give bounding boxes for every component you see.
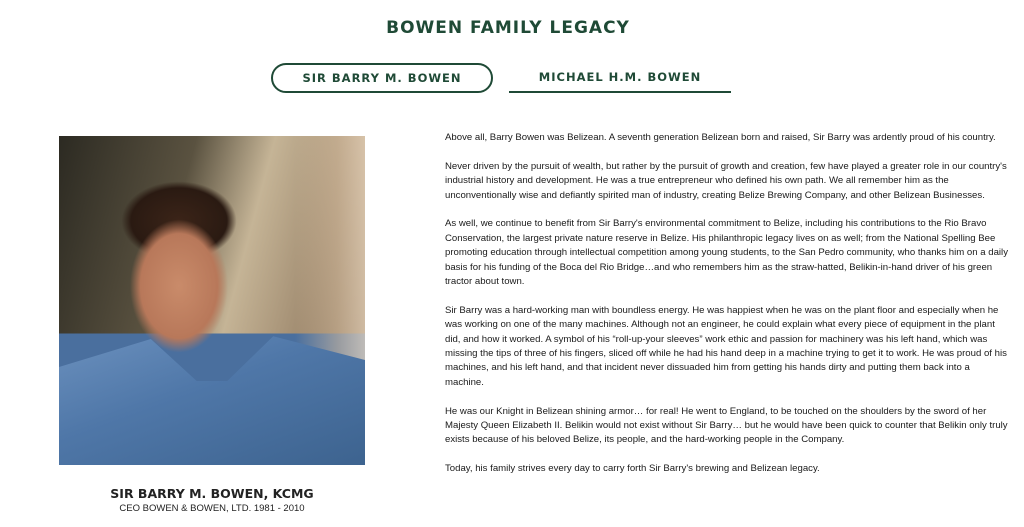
portrait-caption-name: SIR BARRY M. BOWEN, KCMG <box>110 486 314 501</box>
bio-paragraph: Above all, Barry Bowen was Belizean. A seventh generation Belizean born and raised, Sir Barry was ardently proud of his country. <box>445 132 996 143</box>
biography-text <box>445 131 1009 491</box>
tab-michael-bowen[interactable]: MICHAEL H.M. BOWEN <box>509 63 731 93</box>
portrait-photo <box>59 136 365 465</box>
bio-paragraph: Never driven by the pursuit of wealth, but rather by the pursuit of growth and creation, few have played a greater role in our country's industrial history and development. He was a true entrepreneur who defined his own path. We all remember him as the unconventionally wise and defiantly spirited man of industry, creating Belize Brewing Company, and other Belizean Businesses. <box>445 160 1007 201</box>
tab-sir-barry-bowen[interactable]: SIR BARRY M. BOWEN <box>271 63 493 93</box>
page-title: BOWEN FAMILY LEGACY <box>386 18 630 38</box>
bio-paragraph: As well, we continue to benefit from Sir Barry's environmental commitment to Belize, including his contributions to the Rio Bravo Conservation, the largest private nature reserve in Belize. His philanthropic legacy lives on as well; from the National Spelling Bee promoting education through intellectual competition among young students, to the San Pedro community, who thanks him on a daily basis for his funding of the Boca del Rio Bridge…and who remembers him as the straw-hatted, Belikin-in-hand driver of his green tractor about town. <box>445 218 1008 288</box>
portrait-caption-role: CEO BOWEN & BOWEN, LTD. 1981 - 2010 <box>119 503 305 514</box>
bio-paragraph: Sir Barry was a hard-working man with boundless energy. He was happiest when he was on the plant floor and especially when he was working on one of the many machines. Although not an engineer, he could explain what every piece of equipment in the plant did, and how it worked. A symbol of his “roll-up-your sleeves” work ethic and passion for machinery was his left hand, which was missing the tips of three of his fingers, sliced off while he had his hand deep in a machine trying to get it to work. He was proud of his machines, and his left hand, and that incident never dissuaded him from getting his hands dirty and putting them back into a machine. <box>445 304 1007 388</box>
bio-paragraph: He was our Knight in Belizean shining armor… for real! He went to England, to be touched on the shoulders by the sword of her Majesty Queen Elizabeth II. Belikin would not exist without Sir Barry… but he would have been quick to counter that Belikin only truly exists because of his beloved Belize, its people, and the hard-working people in the Company. <box>445 405 1008 446</box>
bio-paragraph: Today, his family strives every day to carry forth Sir Barry's brewing and Belizean legacy. <box>445 463 820 475</box>
